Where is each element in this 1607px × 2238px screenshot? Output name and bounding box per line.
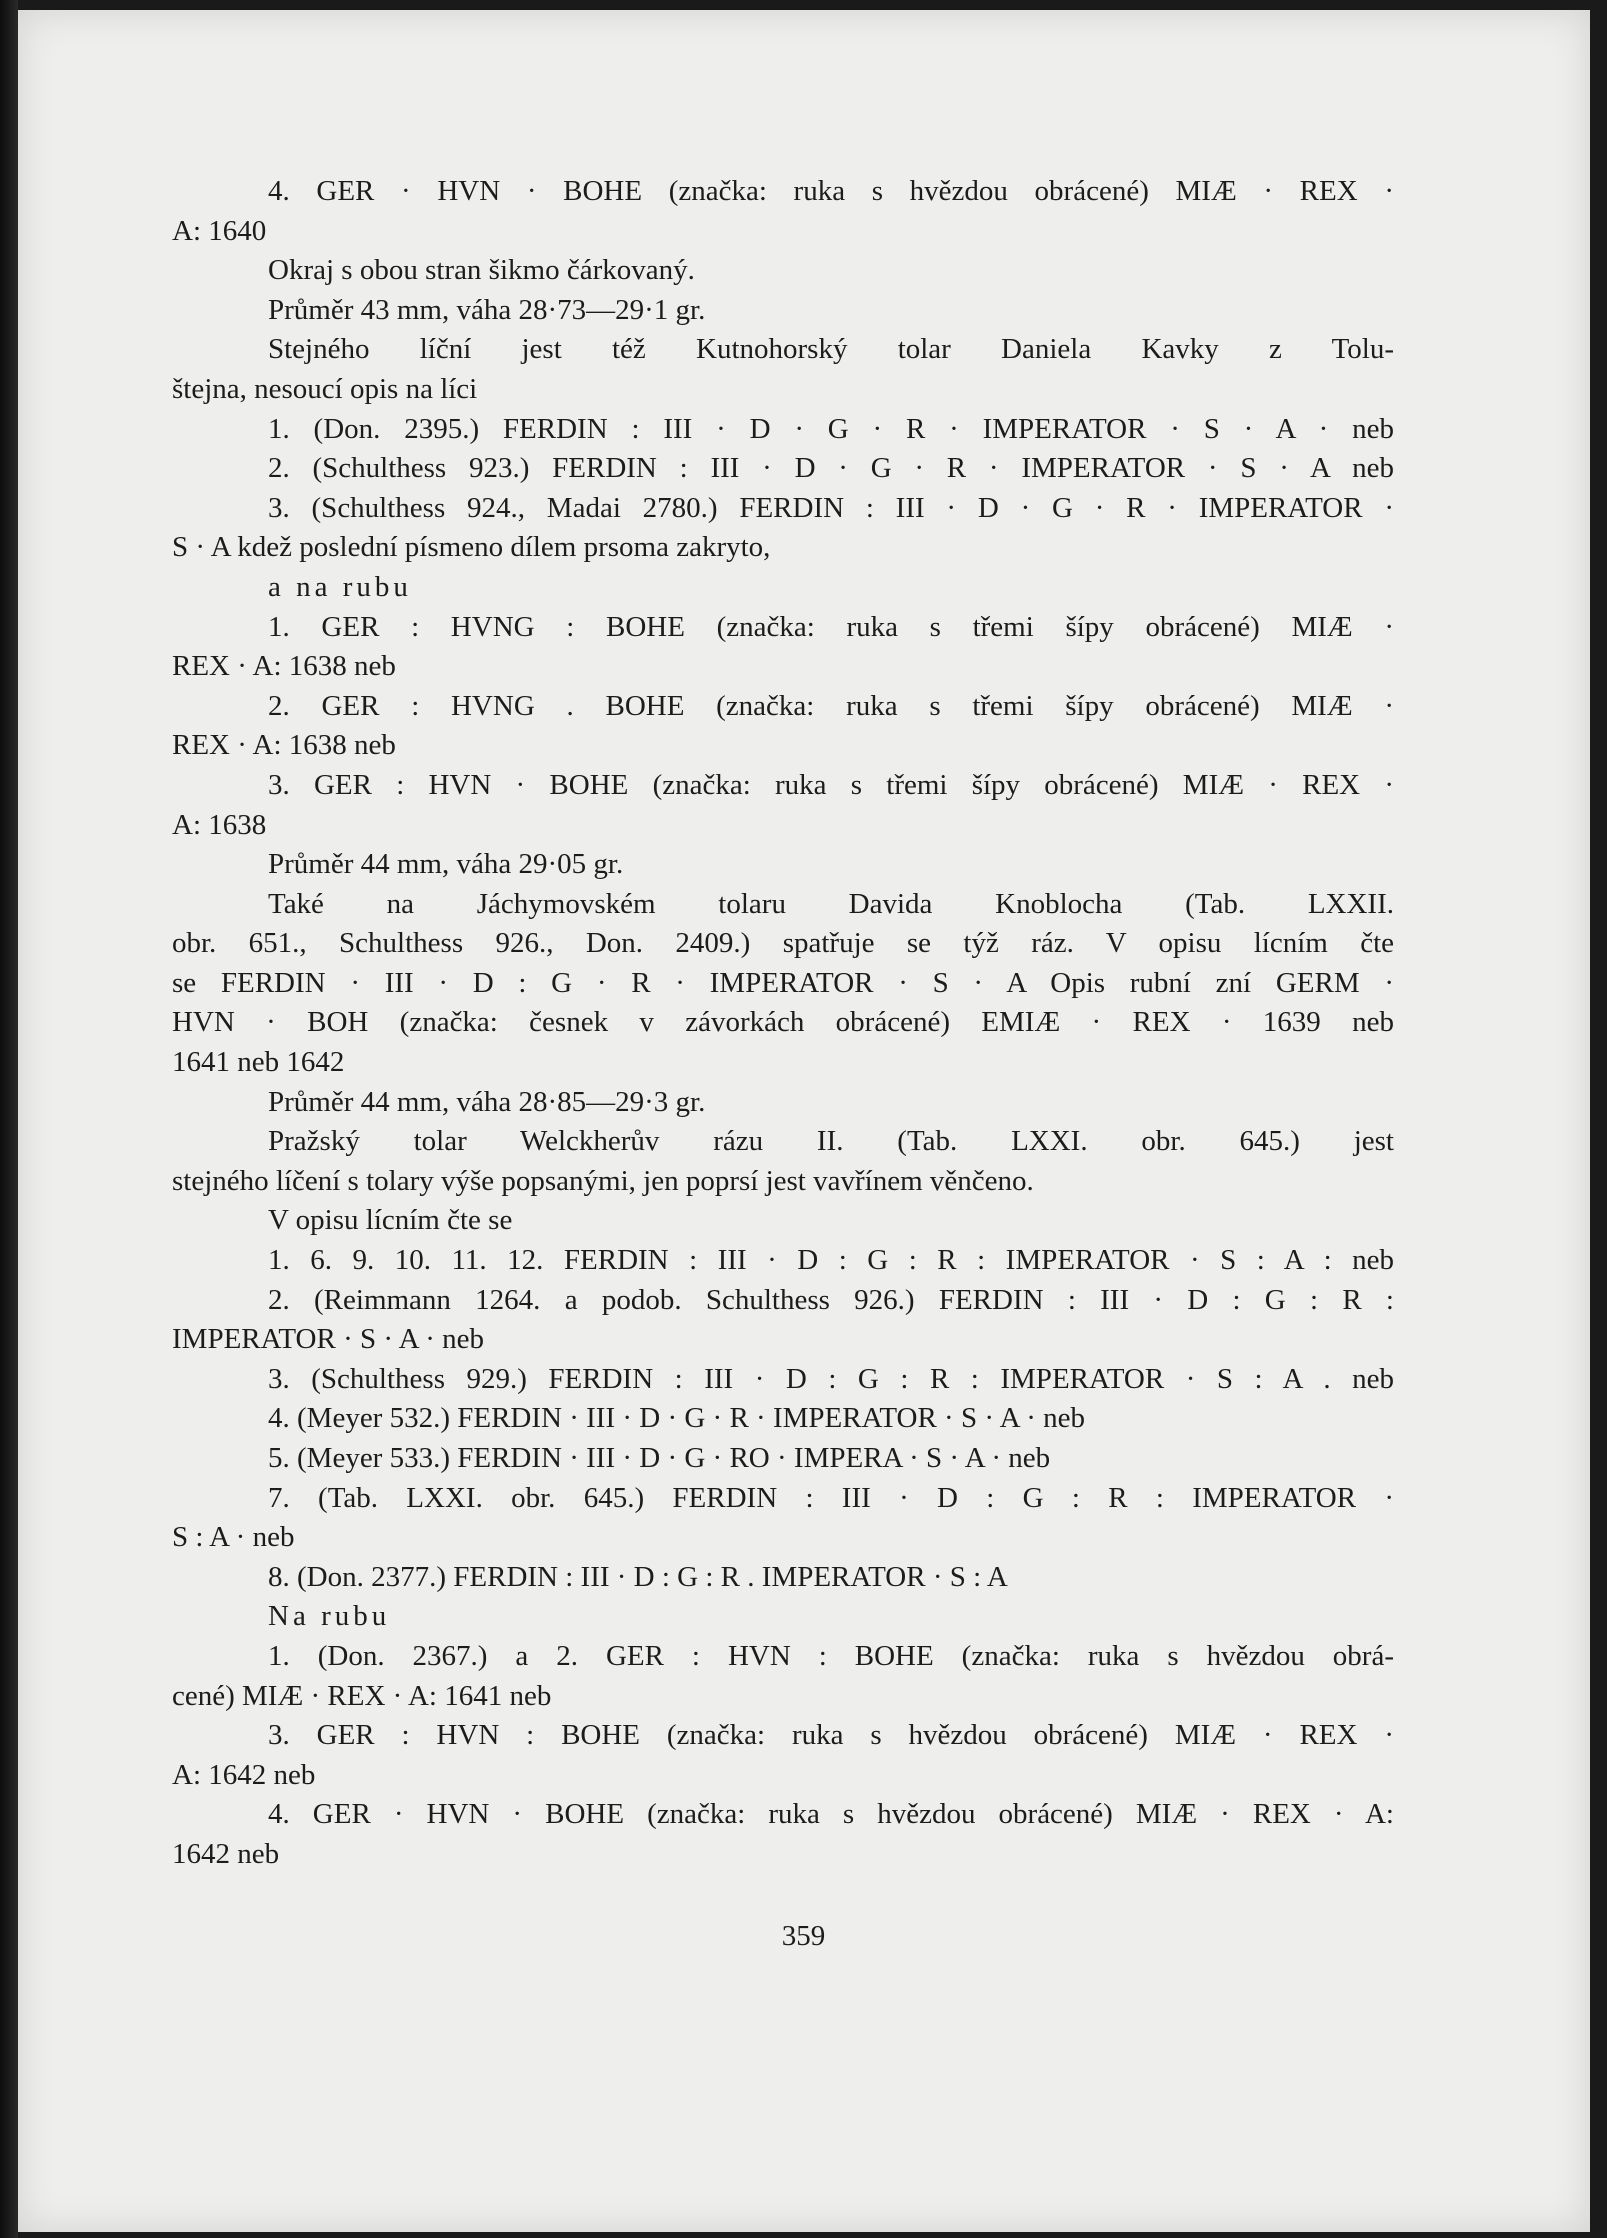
text-line: REX · A: 1638 neb [172,729,396,762]
text-line: 1642 neb [172,1837,280,1870]
text-line: Stejného líční jest též Kutnohorský tolar Daniela Kavky z Tolu- [268,333,1394,366]
text-line: A: 1642 neb [172,1758,316,1791]
text-line: 8. (Don. 2377.) FERDIN : III · D : G : R . IMPERATOR · S : A [268,1560,1008,1593]
text-line: A: 1640 [172,214,267,247]
text-line: S · A kdež poslední písmeno dílem prsoma zakryto, [172,531,771,564]
text-line: 1. (Don. 2395.) FERDIN : III · D · G · R · IMPERATOR · S · A · neb [268,412,1394,445]
text-line: 3. GER : HVN : BOHE (značka: ruka s hvězdou obrácené) MIÆ · REX · [268,1719,1394,1752]
book-spine [0,0,18,2238]
text-line: 1. 6. 9. 10. 11. 12. FERDIN : III · D : G : R : IMPERATOR · S : A : neb [268,1244,1394,1277]
text-line: Průměr 44 mm, váha 29·05 gr. [268,848,624,881]
text-line: 3. (Schulthess 924., Madai 2780.) FERDIN : III · D · G · R · IMPERATOR · [268,491,1394,524]
text-line: Průměr 44 mm, váha 28·85—29·3 gr. [268,1085,706,1118]
text-line: stejného líčení s tolary výše popsanými, jen poprsí jest vavřínem věnčeno. [172,1164,1034,1197]
text-line: Průměr 43 mm, váha 28·73—29·1 gr. [268,293,706,326]
text-line: 4. GER · HVN · BOHE (značka: ruka s hvězdou obrácené) MIÆ · REX · A: [268,1798,1394,1831]
text-line: 3. GER : HVN · BOHE (značka: ruka s třemi šípy obrácené) MIÆ · REX · [268,768,1394,801]
page-number: 359 [781,1920,826,1952]
text-line: 2. (Reimmann 1264. a podob. Schulthess 926.) FERDIN : III · D : G : R : [268,1283,1394,1316]
text-line: REX · A: 1638 neb [172,650,396,683]
text-line: 2. (Schulthess 923.) FERDIN : III · D · G · R · IMPERATOR · S · A neb [268,452,1394,485]
text-line: Na rubu [268,1600,391,1633]
text-line: IMPERATOR · S · A · neb [172,1323,485,1356]
text-line: A: 1638 [172,808,267,841]
text-line: 1. (Don. 2367.) a 2. GER : HVN : BOHE (značka: ruka s hvězdou obrá- [268,1639,1394,1672]
text-line: HVN · BOH (značka: česnek v závorkách obrácené) EMIÆ · REX · 1639 neb [172,1006,1394,1039]
text-line: 3. (Schulthess 929.) FERDIN : III · D : G : R : IMPERATOR · S : A . neb [268,1362,1394,1395]
text-line: cené) MIÆ · REX · A: 1641 neb [172,1679,552,1712]
text-line: 2. GER : HVNG . BOHE (značka: ruka s třemi šípy obrácené) MIÆ · [268,689,1394,722]
text-line: obr. 651., Schulthess 926., Don. 2409.) spatřuje se týž ráz. V opisu lícním čte [172,927,1394,960]
text-line: 4. GER · HVN · BOHE (značka: ruka s hvězdou obrácené) MIÆ · REX · [268,175,1394,207]
text-line: se FERDIN · III · D : G · R · IMPERATOR · S · A Opis rubní zní GERM · [172,966,1394,999]
text-line: 1641 neb 1642 [172,1046,345,1079]
text-line: Také na Jáchymovském tolaru Davida Knoblocha (Tab. LXXII. [268,887,1394,920]
text-line: 1. GER : HVNG : BOHE (značka: ruka s třemi šípy obrácené) MIÆ · [268,610,1394,643]
text-line: štejna, nesoucí opis na líci [172,372,478,405]
text-line: 5. (Meyer 533.) FERDIN · III · D · G · RO · IMPERA · S · A · neb [268,1442,1051,1474]
text-line: S : A · neb [172,1521,295,1554]
page-text [172,172,1394,1875]
text-line: 7. (Tab. LXXI. obr. 645.) FERDIN : III · D : G : R : IMPERATOR · [268,1481,1394,1514]
text-line: Pražský tolar Welckherův rázu II. (Tab. LXXI. obr. 645.) jest [268,1125,1394,1158]
text-line: Okraj s obou stran šikmo čárkovaný. [268,254,695,287]
text-line: 4. (Meyer 532.) FERDIN · III · D · G · R · IMPERATOR · S · A · neb [268,1402,1086,1435]
text-line: V opisu lícním čte se [268,1204,513,1237]
text-line: a na rubu [268,570,412,603]
